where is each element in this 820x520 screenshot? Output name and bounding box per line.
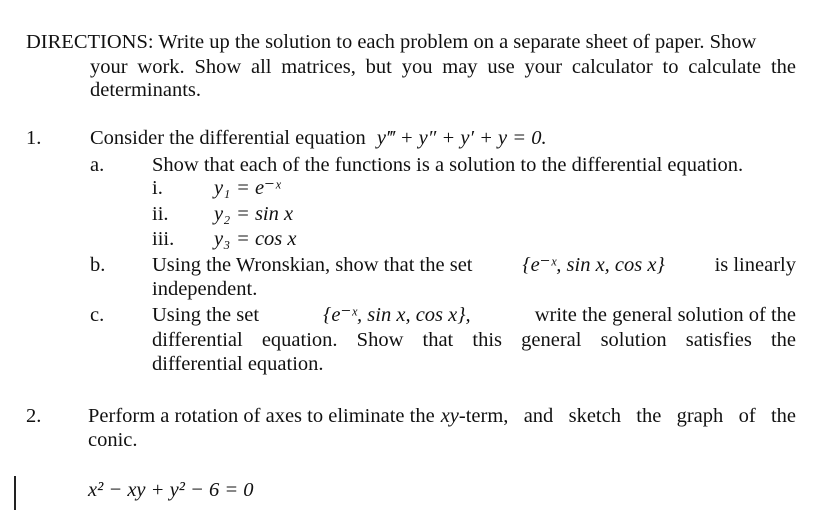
problem-1-number: 1. — [26, 127, 42, 149]
part-a-item-iii-lhs: y₃ — [214, 228, 231, 250]
part-a-item-iii-label: iii. — [152, 228, 175, 250]
part-c-line-1-post: write the general solution of the — [534, 304, 796, 326]
problem-2-number: 2. — [26, 405, 42, 427]
part-a-text: Show that each of the functions is a solution to the differential equation. — [152, 154, 744, 176]
part-c-line-2: differential equation. Show that this general solution satisfies the — [152, 329, 796, 351]
problem-2-equation: x² − xy + y² − 6 = 0 — [88, 479, 254, 501]
page-edge-line — [14, 476, 16, 510]
part-a-label: a. — [90, 154, 105, 176]
part-a-item-ii-rhs: = sin x — [236, 203, 294, 225]
part-a-item-iii-rhs: = cos x — [236, 228, 297, 250]
part-c-set: {e⁻ˣ, sin x, cos x}, — [323, 304, 471, 326]
part-b-line-1-post: is linearly — [714, 254, 796, 276]
part-a-item-i-lhs: y₁ — [214, 177, 231, 199]
problem-2-line-1-pre: Perform a rotation of axes to eliminate the — [88, 405, 435, 427]
problem-1-intro-text: Consider the differential equation — [90, 127, 366, 149]
problem-1-intro — [90, 126, 547, 150]
part-b-label: b. — [90, 254, 106, 276]
problem-1-equation: y‴ + y″ + y′ + y = 0. — [376, 127, 547, 149]
part-a-item-ii-label: ii. — [152, 203, 169, 225]
problem-2-line-1-post: -term, and sketch the graph of the — [458, 405, 796, 427]
part-a-item-i-rhs: = e⁻ˣ — [236, 177, 281, 199]
directions-line-3: determinants. — [90, 79, 202, 101]
part-c-line-3: differential equation. — [152, 353, 324, 375]
problem-2-line-1 — [88, 404, 796, 428]
part-b-line-2: independent. — [152, 278, 258, 300]
directions-line-2: your work. Show all matrices, but you may use your calculator to calculate the — [90, 56, 796, 78]
problem-2-term: xy — [440, 405, 459, 427]
part-a-item-i-label: i. — [152, 177, 163, 199]
part-c-line-1-pre: Using the set — [152, 304, 260, 326]
part-b-set: {e⁻ˣ, sin x, cos x} — [522, 254, 665, 276]
part-c-line-1 — [152, 303, 796, 327]
part-b-line-1-pre: Using the Wronskian, show that the set — [152, 254, 473, 276]
part-c-label: c. — [90, 304, 105, 326]
part-b-line-1 — [152, 253, 796, 277]
problem-2-line-2: conic. — [88, 429, 138, 451]
directions-line-1: DIRECTIONS: Write up the solution to each problem on a separate sheet of paper. Show — [26, 31, 757, 53]
part-a-item-ii-lhs: y₂ — [214, 203, 231, 225]
